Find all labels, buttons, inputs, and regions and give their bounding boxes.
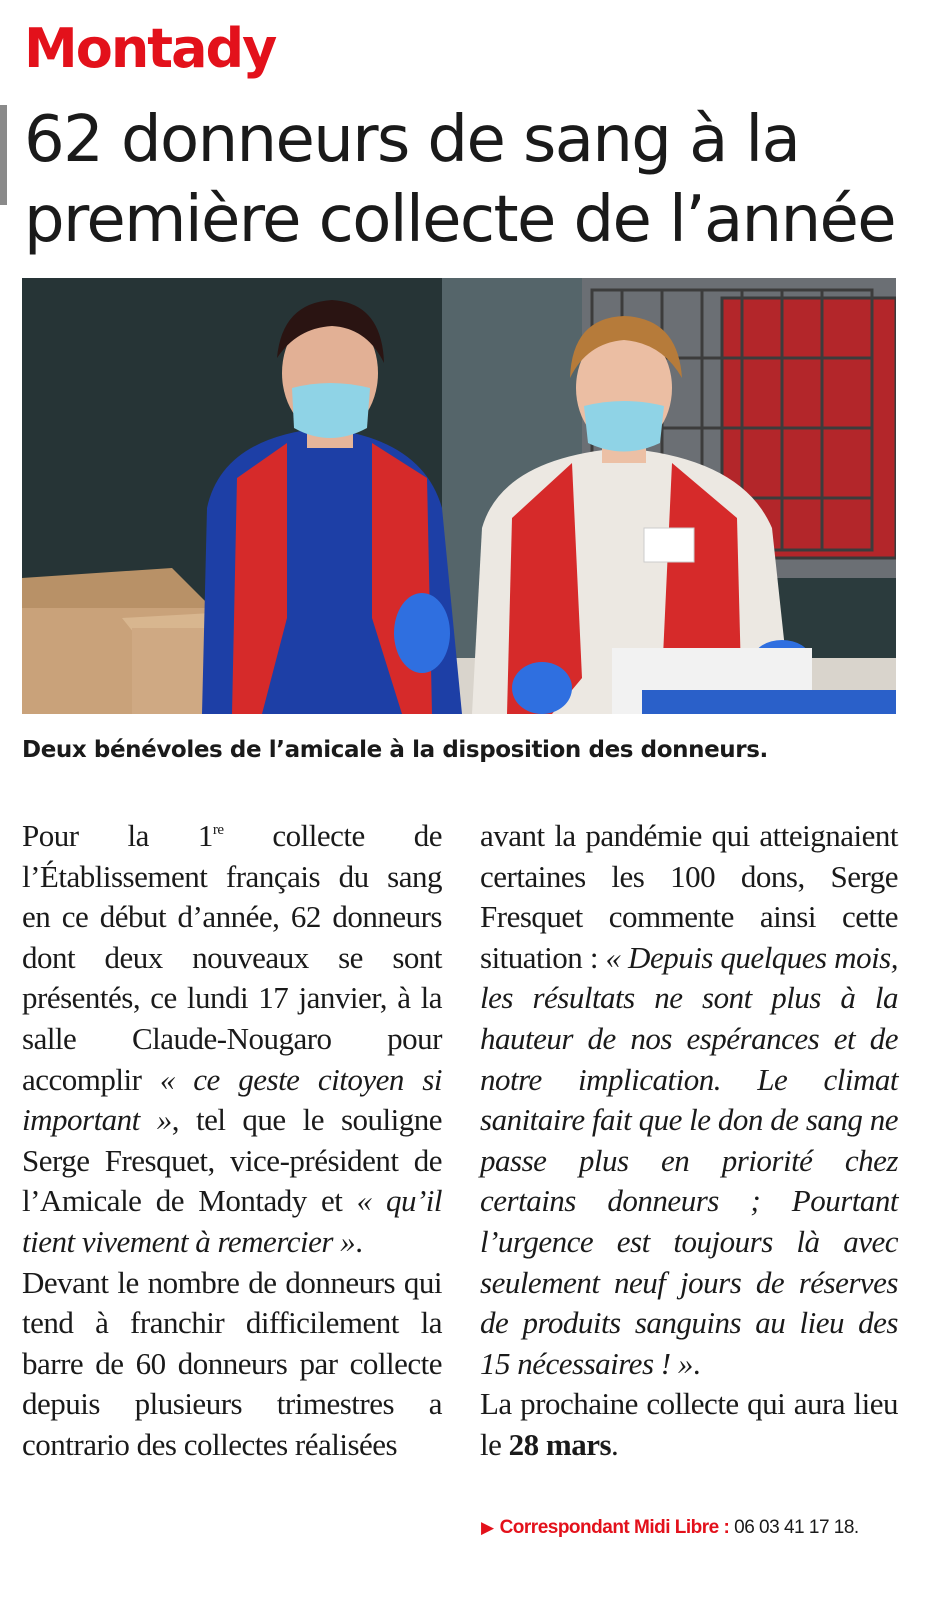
paragraph: Pour la 1re collecte de l’Établissement français du sang en ce début d’année, 62 donneurs dont deux nouveaux se sont présentés, ce lundi 17 janvier, à la salle Claude-Nougaro pour accomplir « ce geste citoyen si important », tel que le souligne Serge Fresquet, vice-président de l’Amicale de Montady et « qu’il tient vivement à remercier ». <box>22 818 443 1259</box>
headline-line-1: 62 donneurs de sang à la <box>24 103 800 177</box>
credit-phone: 06 03 41 17 18. <box>729 1517 859 1538</box>
credit-label: Correspondant Midi Libre : <box>499 1517 730 1538</box>
headline-line-2: première collecte de l’année <box>24 183 896 257</box>
volunteers-photo-illustration <box>22 278 896 714</box>
quote: « qu’il tient vivement à remercier » <box>22 1183 442 1259</box>
article-photo <box>22 278 896 714</box>
article-headline <box>24 100 924 260</box>
quote: « Depuis quelques mois, les résultats ne sont plus à la hauteur de nos espérances et de notre implication. Le climat sanitaire fait que le don de sang ne passe plus en priorité chez certains donneurs ; Pourtant l’urgence est toujours là avec seulement neuf jours de réserves de produits sanguins au lieu des 15 nécessaires ! » <box>480 939 898 1381</box>
correspondent-credit <box>481 1517 859 1539</box>
article-column-right <box>480 816 898 1466</box>
paragraph: Devant le nombre de donneurs qui tend à franchir difficilement la barre de 60 donneurs par collecte depuis plusieurs trimestres a contrario des collectes réalisées <box>22 1264 442 1462</box>
paragraph: avant la pandémie qui atteignaient certaines les 100 dons, Serge Fresquet commente ainsi cette situation : « Depuis quelques mois, les résultats ne sont plus à la hauteur de nos espérances et de notre implication. Le climat sanitaire fait que le don de sang ne passe plus en priorité chez certains donneurs ; Pourtant l’urgence est toujours là avec seulement neuf jours de réserves de produits sanguins au lieu des 15 nécessaires ! ». <box>480 818 898 1381</box>
section-kicker: Montady <box>24 17 276 80</box>
triangle-arrow-icon: ▶ <box>481 1518 494 1537</box>
next-collection-date: 28 mars <box>508 1426 612 1462</box>
left-accent-rule <box>0 105 7 205</box>
article-column-left <box>22 816 442 1466</box>
superscript-ordinal: re <box>212 822 224 838</box>
paragraph: La prochaine collecte qui aura lieu le 28 mars. <box>480 1386 898 1462</box>
quote: « ce geste citoyen si important » <box>22 1061 442 1138</box>
photo-caption: Deux bénévoles de l’amicale à la disposition des donneurs. <box>22 737 768 763</box>
